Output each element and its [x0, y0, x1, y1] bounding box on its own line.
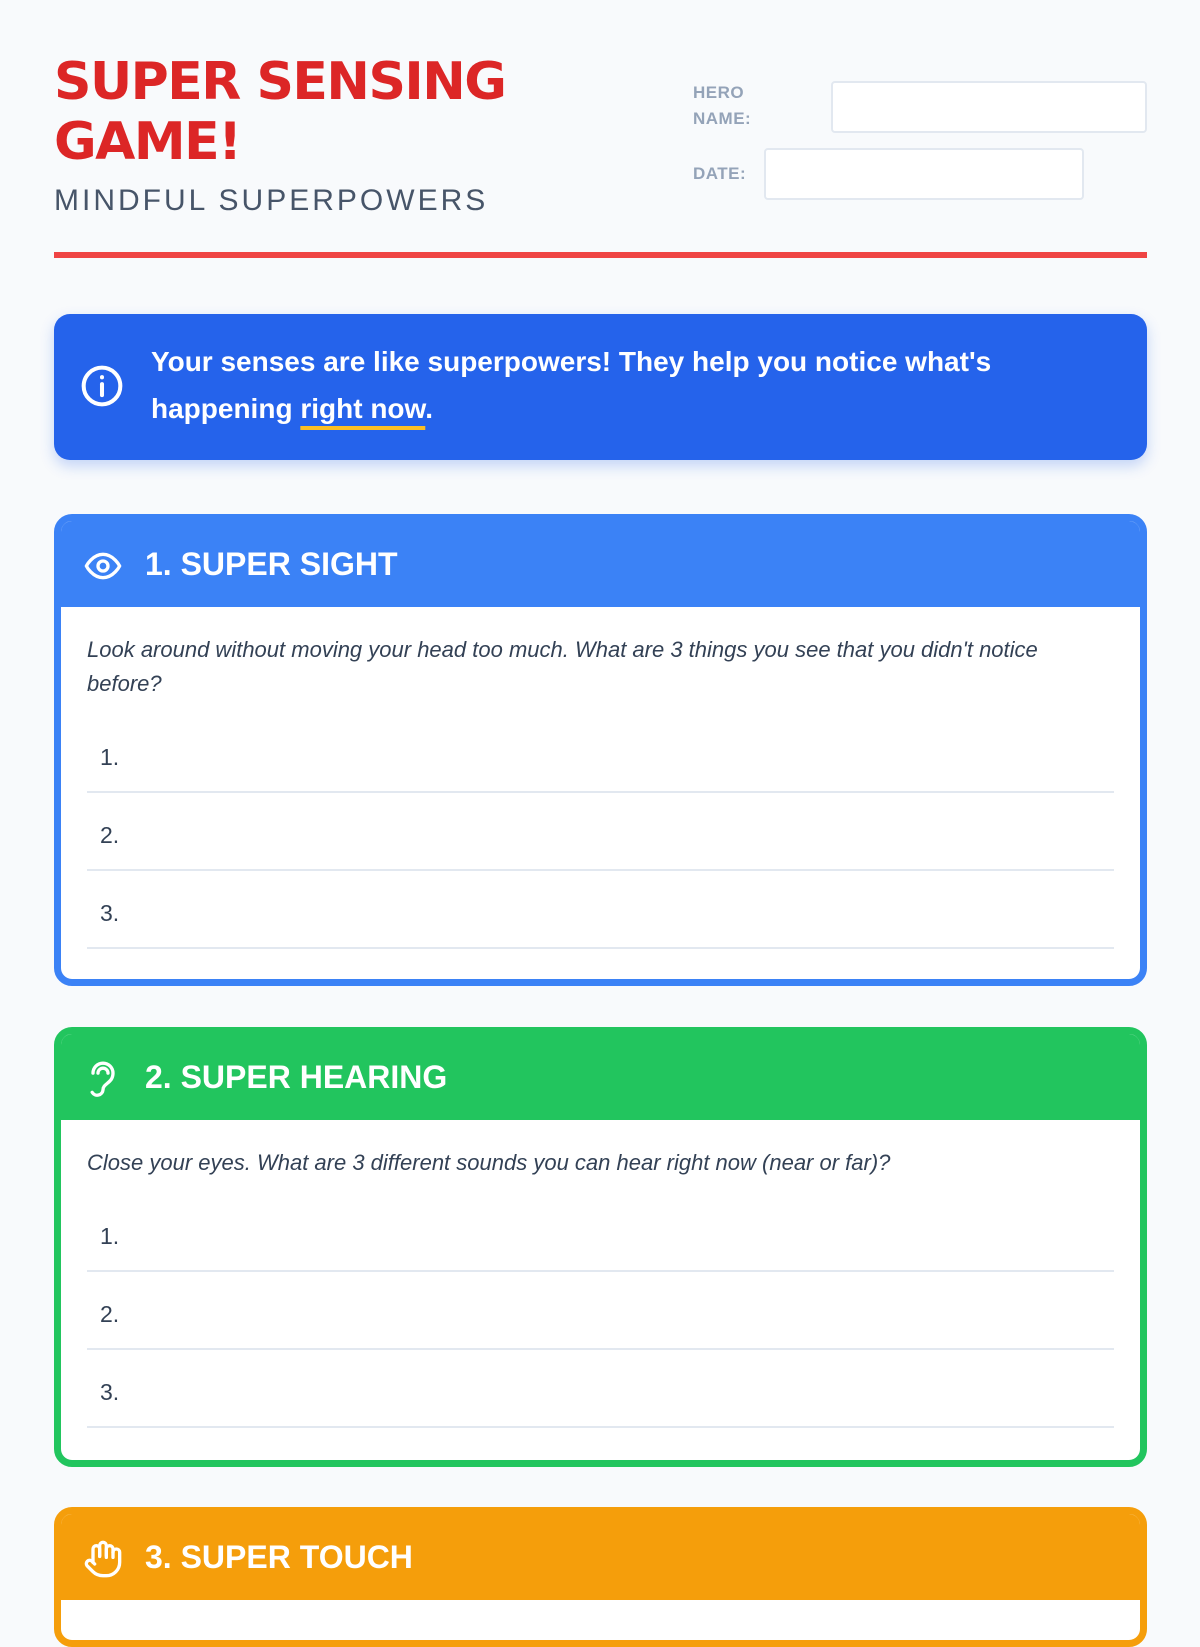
title-line-1: SUPER SENSING: [54, 52, 506, 112]
title-line-2: GAME!: [54, 112, 241, 172]
answer-number: 2.: [100, 1301, 120, 1327]
page-subtitle: MINDFUL SUPERPOWERS: [54, 184, 489, 217]
hero-name-field[interactable]: [831, 81, 1147, 133]
answer-number: 1.: [100, 1223, 120, 1249]
answer-line[interactable]: [87, 871, 1114, 949]
answer-line[interactable]: [87, 1272, 1114, 1350]
super-hearing-answers: [87, 1194, 1114, 1428]
hero-name-label-line-1: HERO: [693, 83, 745, 102]
super-sight-header: [61, 521, 1140, 607]
super-touch-header: [61, 1514, 1140, 1600]
super-sight-card: [54, 514, 1147, 986]
answer-line[interactable]: [87, 1194, 1114, 1272]
header-divider: [54, 252, 1147, 258]
answer-number: 2.: [100, 822, 120, 848]
date-label: DATE:: [693, 164, 747, 183]
banner-text-end: .: [425, 393, 434, 424]
super-hearing-card: [54, 1027, 1147, 1467]
answer-line[interactable]: [87, 793, 1114, 871]
info-circle-icon: [80, 364, 124, 408]
banner-highlight: right now: [300, 393, 426, 424]
eye-icon: [83, 546, 123, 586]
super-sight-title: 1. SUPER SIGHT: [145, 546, 398, 582]
answer-number: 1.: [100, 744, 120, 770]
super-sight-answers: [87, 715, 1114, 949]
super-hearing-prompt: Close your eyes. What are 3 different sounds you can hear right now (near or far)?: [87, 1150, 891, 1175]
super-touch-title: 3. SUPER TOUCH: [145, 1539, 413, 1575]
super-touch-card: [54, 1507, 1147, 1647]
answer-line[interactable]: [87, 715, 1114, 793]
answer-line[interactable]: [87, 1350, 1114, 1428]
answer-number: 3.: [100, 900, 120, 926]
page-title: [54, 52, 574, 172]
super-sight-prompt: Look around without moving your head too much. What are 3 things you see that you didn't notice before?: [87, 637, 1038, 696]
hero-name-label: [693, 80, 751, 132]
info-banner: [54, 314, 1147, 460]
hand-icon: [83, 1539, 123, 1579]
hero-name-label-line-2: NAME:: [693, 109, 752, 128]
super-hearing-header: [61, 1034, 1140, 1120]
answer-number: 3.: [100, 1379, 120, 1405]
info-banner-text: [151, 338, 1111, 432]
date-field[interactable]: [764, 148, 1084, 200]
banner-text-start: Your senses are like superpowers! They help you notice what's happening: [151, 346, 992, 424]
ear-icon: [83, 1059, 123, 1099]
super-hearing-title: 2. SUPER HEARING: [145, 1059, 448, 1095]
